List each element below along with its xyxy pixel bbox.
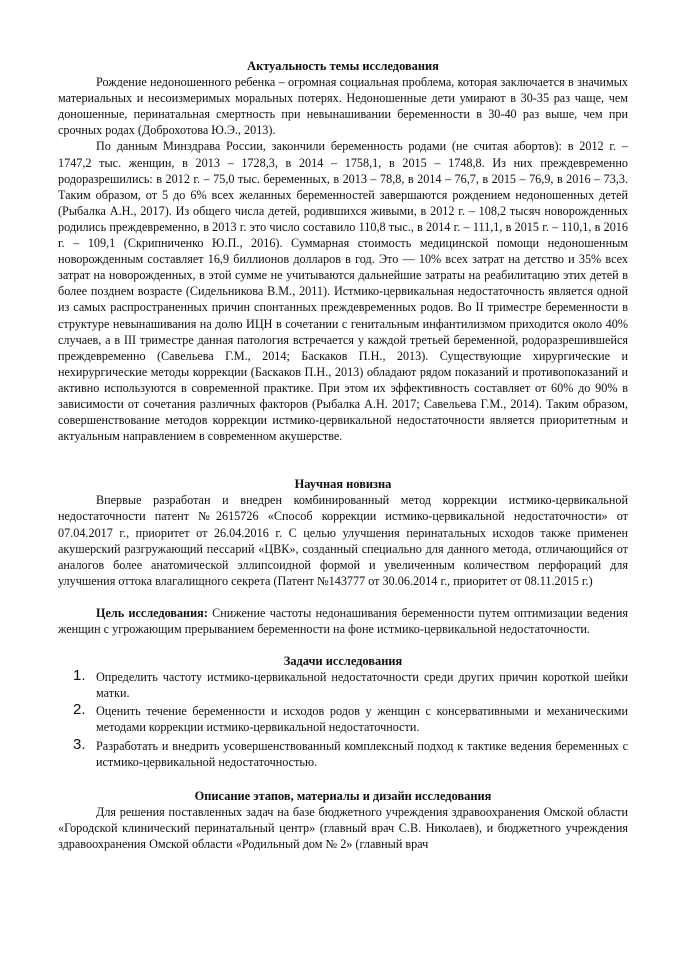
list-item-number: 1. <box>73 667 86 685</box>
design-paragraph: Для решения поставленных задач на базе бюджетного учреждения здравоохранения Омской области «Городской клинический перинатальный центр» (главный врач С.В. Николаев), и бюджетного учреждения здравоохранения Омской области «Родильный дом № 2» (главный врач <box>58 804 628 852</box>
goal-text: Снижение частоты недонашивания беременности путем оптимизации ведения женщин с угрожающим прерыванием беременности на фоне истмико-цервикальной недостаточности. <box>58 605 628 636</box>
novelty-heading: Научная новизна <box>294 477 392 492</box>
goal-label: Цель исследования: <box>96 605 208 620</box>
design-heading: Описание этапов, материалы и дизайн исследования <box>194 788 492 803</box>
tasks-section <box>58 653 628 770</box>
list-item-number: 2. <box>73 701 86 719</box>
relevance-heading: Актуальность темы исследования <box>247 59 439 73</box>
section-spacer <box>58 637 628 653</box>
design-section <box>58 788 628 852</box>
relevance-paragraph-2: По данным Минздрава России, закончили беременность родами (не считая абортов): в 2012 г. – 1747,2 тыс. женщин, в 2013 – 1728,3, в 2014 – 1758,1, в 2015 – 1748,8. Из них преждевременно родоразрешились: в 2012 г. – 75,0 тыс. беременных, в 2013 – 78,8, в 2014 – 76,7, в 2015 – 76,9, в 2016 – 73,3. Таким образом, от 5 до 6% всех желанных беременностей завершаются рождением недоношенных детей (Рыбалка А.Н., 2017). Из общего числа детей, родившихся живыми, в 2012 г. – 108,2 тысяч новорожденных родились преждевременно, в 2013 г. это число составило 110,8 тыс., в 2014 г. – 111,1, в 2015 г. – 110,1, в 2016 г. – 109,1 (Скрипниченко Ю.П., 2016). Суммарная стоимость медицинской помощи недоношенным новорожденным составляет 16,9 биллионов долларов в год. Это — 10% всех затрат на детство и 35% всех затрат на новорожденных, в этой сумме не учитываются дальнейшие затраты на реабилитацию этих детей в более позднем возрасте (Сидельникова В.М., 2011). Истмико-цервикальная недостаточность является одной из самых распространенных причин спонтанных преждевременных родов. Во II триместре беременности в структуре невынашивания на долю ИЦН в сочетании с генитальным инфантилизмом приходится около 40% случаев, а в III триместре данная патология встречается у каждой третьей беременной, родоразрешившейся преждевременно (Савельева Г.М., 2014; Баскаков П.Н., 2013). Существующие хирургические и нехирургические методы коррекции (Баскаков П.Н., 2013) обладают рядом показаний и противопоказаний и активно используются в современной практике. При этом их эффективность составляет от 60% до 90% в зависимости от сочетания различных факторов (Рыбалка А.Н. 2017; Савельева Г.М., 2014). Таким образом, совершенствование методов коррекции истмико-цервикальной недостаточности является приоритетным и актуальным направлением в современном акушерстве. <box>58 139 628 444</box>
novelty-paragraph: Впервые разработан и внедрен комбинированный метод коррекции истмико-цервикальной недостаточности патент №2615726 «Способ коррекции истмико-цервикальной недостаточности» от 07.04.2017 г., приоритет от 26.04.2016 г. С целью улучшения перинатальных исходов также применен акушерский разгружающий пессарий «ЦВК», созданный специально для данного метода, отличающийся от аналогов более анатомической эллипсоидной формой и увеличенным количеством перфораций для улучшения оттока влагалищного секрета (Патент №143777 от 30.06.2014 г., приоритет от 08.11.2015 г.) <box>58 493 628 588</box>
list-item <box>58 703 628 735</box>
list-item <box>58 735 628 770</box>
tasks-list <box>58 669 628 770</box>
list-item-text: Оценить течение беременности и исходов родов у женщин с консервативными и механическими методами коррекции истмико-цервикальной недостаточности. <box>96 704 628 735</box>
section-spacer <box>58 772 628 788</box>
novelty-section <box>58 476 628 589</box>
tasks-heading: Задачи исследования <box>283 654 403 669</box>
goal-section <box>58 605 628 637</box>
section-spacer <box>58 444 628 476</box>
list-item-number: 3. <box>73 735 86 753</box>
list-item-text: Разработать и внедрить усовершенствованный комплексный подход к тактике ведения беременных с истмико-цервикальной недостаточностью. <box>96 738 628 769</box>
relevance-paragraph-1: Рождение недоношенного ребенка – огромная социальная проблема, которая заключается в значимых материальных и несоизмеримых моральных потерях. Недоношенные дети умирают в 30-35 раз чаще, чем доношенные, перинатальная смертность при невынашивании беременности в 30-40 раз выше, чем при срочных родах (Доброхотова Ю.Э., 2013). <box>58 75 628 138</box>
goal-paragraph <box>58 605 628 637</box>
relevance-section <box>58 58 628 444</box>
section-spacer <box>58 589 628 605</box>
list-item <box>58 669 628 701</box>
list-item-text: Определить частоту истмико-цервикальной недостаточности среди других причин короткой шейки матки. <box>96 670 628 701</box>
